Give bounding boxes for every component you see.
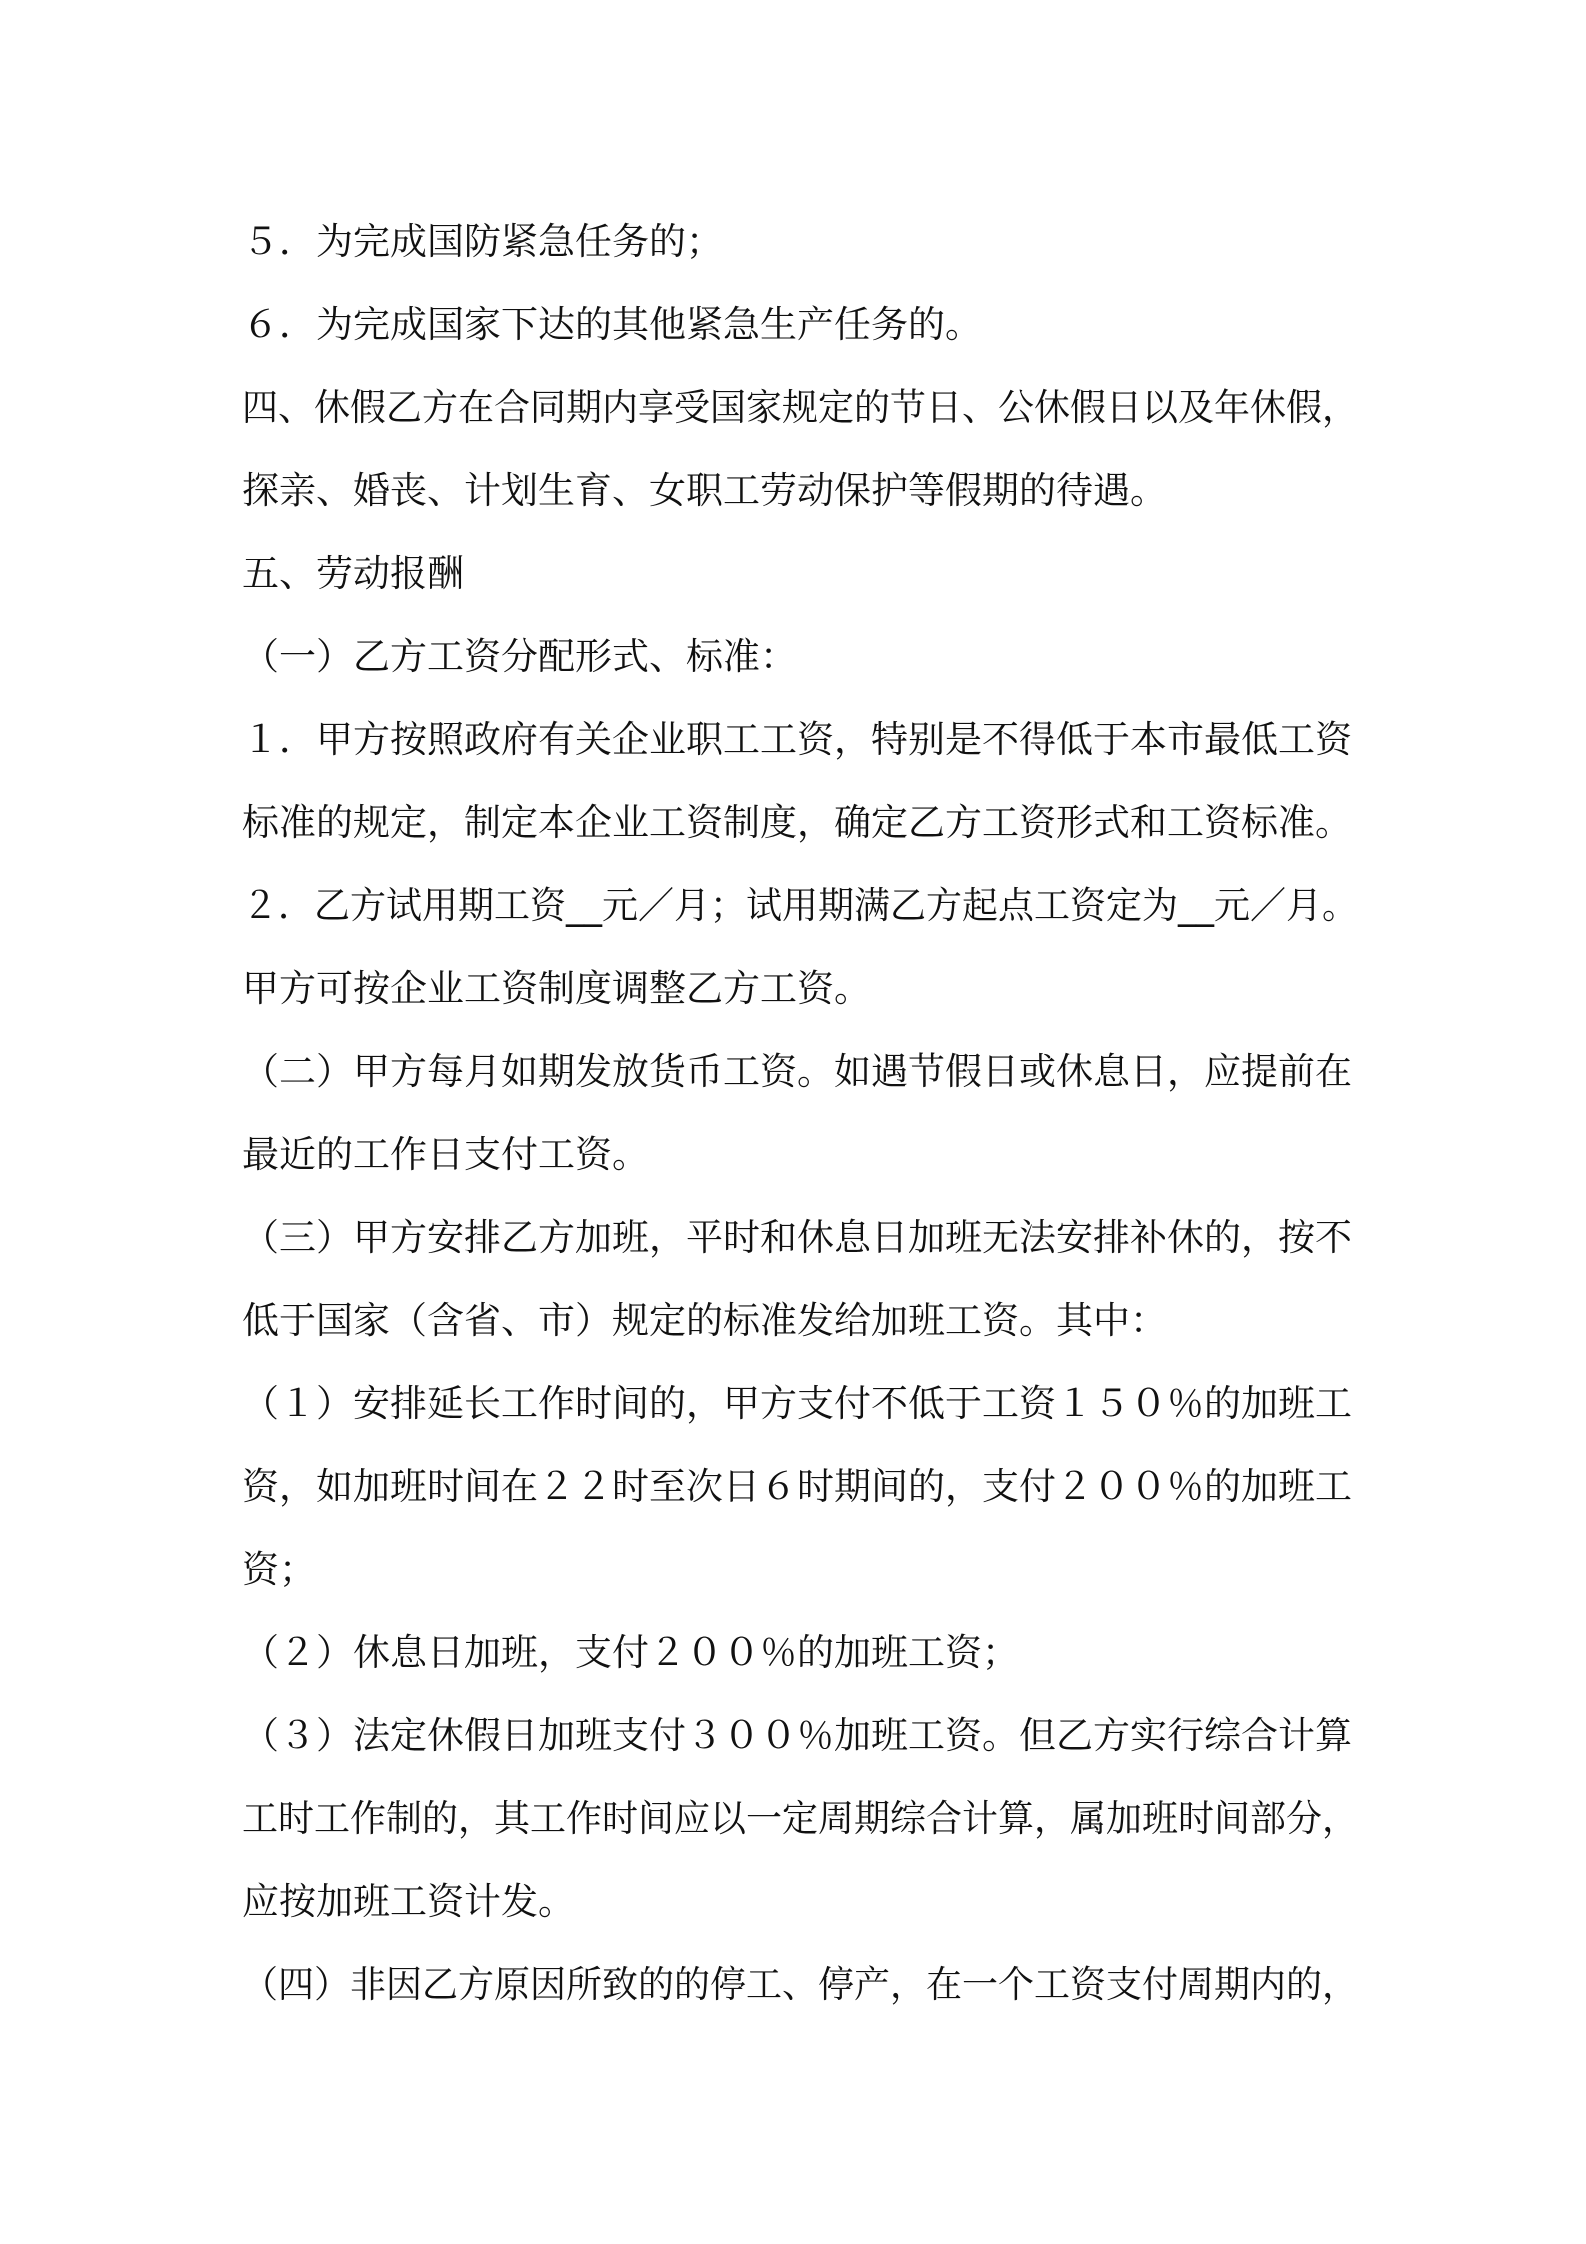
text-line-item-overtime-3: （３）法定休假日加班支付３００％加班工资。但乙方实行综合计算 bbox=[242, 1714, 1352, 1757]
text-line-item-overtime-1-end: 资； bbox=[242, 1548, 316, 1591]
text-line-subsection-3-cont: 低于国家（含省、市）规定的标准发给加班工资。其中： bbox=[242, 1299, 1167, 1342]
text-line-subsection-4: （四）非因乙方原因所致的的停工、停产，在一个工资支付周期内的， bbox=[242, 1963, 1359, 2006]
text-line-item-6: ６．为完成国家下达的其他紧急生产任务的。 bbox=[242, 303, 982, 346]
text-line-clause-2: ２．乙方试用期工资__元／月；试用期满乙方起点工资定为__元／月。 bbox=[242, 884, 1359, 927]
text-line-section-4-cont: 探亲、婚丧、计划生育、女职工劳动保护等假期的待遇。 bbox=[242, 469, 1167, 512]
text-line-subsection-3: （三）甲方安排乙方加班，平时和休息日加班无法安排补休的，按不 bbox=[242, 1216, 1352, 1259]
text-line-clause-1: １．甲方按照政府有关企业职工工资，特别是不得低于本市最低工资 bbox=[242, 718, 1352, 761]
text-line-clause-2-cont: 甲方可按企业工资制度调整乙方工资。 bbox=[242, 967, 871, 1010]
text-line-item-overtime-3-end: 应按加班工资计发。 bbox=[242, 1880, 575, 1923]
text-line-item-overtime-1: （１）安排延长工作时间的，甲方支付不低于工资１５０％的加班工 bbox=[242, 1382, 1352, 1425]
text-line-item-overtime-1-cont: 资，如加班时间在２２时至次日６时期间的，支付２００％的加班工 bbox=[242, 1465, 1352, 1508]
text-line-section-4-vacation: 四、休假乙方在合同期内享受国家规定的节日、公休假日以及年休假， bbox=[242, 386, 1359, 429]
text-line-item-overtime-3-cont: 工时工作制的，其工作时间应以一定周期综合计算，属加班时间部分， bbox=[242, 1797, 1359, 1840]
section-heading-labor-remuneration: 五、劳动报酬 bbox=[242, 552, 464, 595]
text-line-subsection-1: （一）乙方工资分配形式、标准： bbox=[242, 635, 797, 678]
text-line-subsection-2-cont: 最近的工作日支付工资。 bbox=[242, 1133, 649, 1176]
document-body bbox=[242, 200, 1358, 2026]
text-line-clause-1-cont: 标准的规定，制定本企业工资制度，确定乙方工资形式和工资标准。 bbox=[242, 801, 1352, 844]
text-line-subsection-2: （二）甲方每月如期发放货币工资。如遇节假日或休息日，应提前在 bbox=[242, 1050, 1352, 1093]
text-line-item-5: ５．为完成国防紧急任务的； bbox=[242, 220, 723, 263]
text-line-item-overtime-2: （２）休息日加班，支付２００％的加班工资； bbox=[242, 1631, 1019, 1674]
